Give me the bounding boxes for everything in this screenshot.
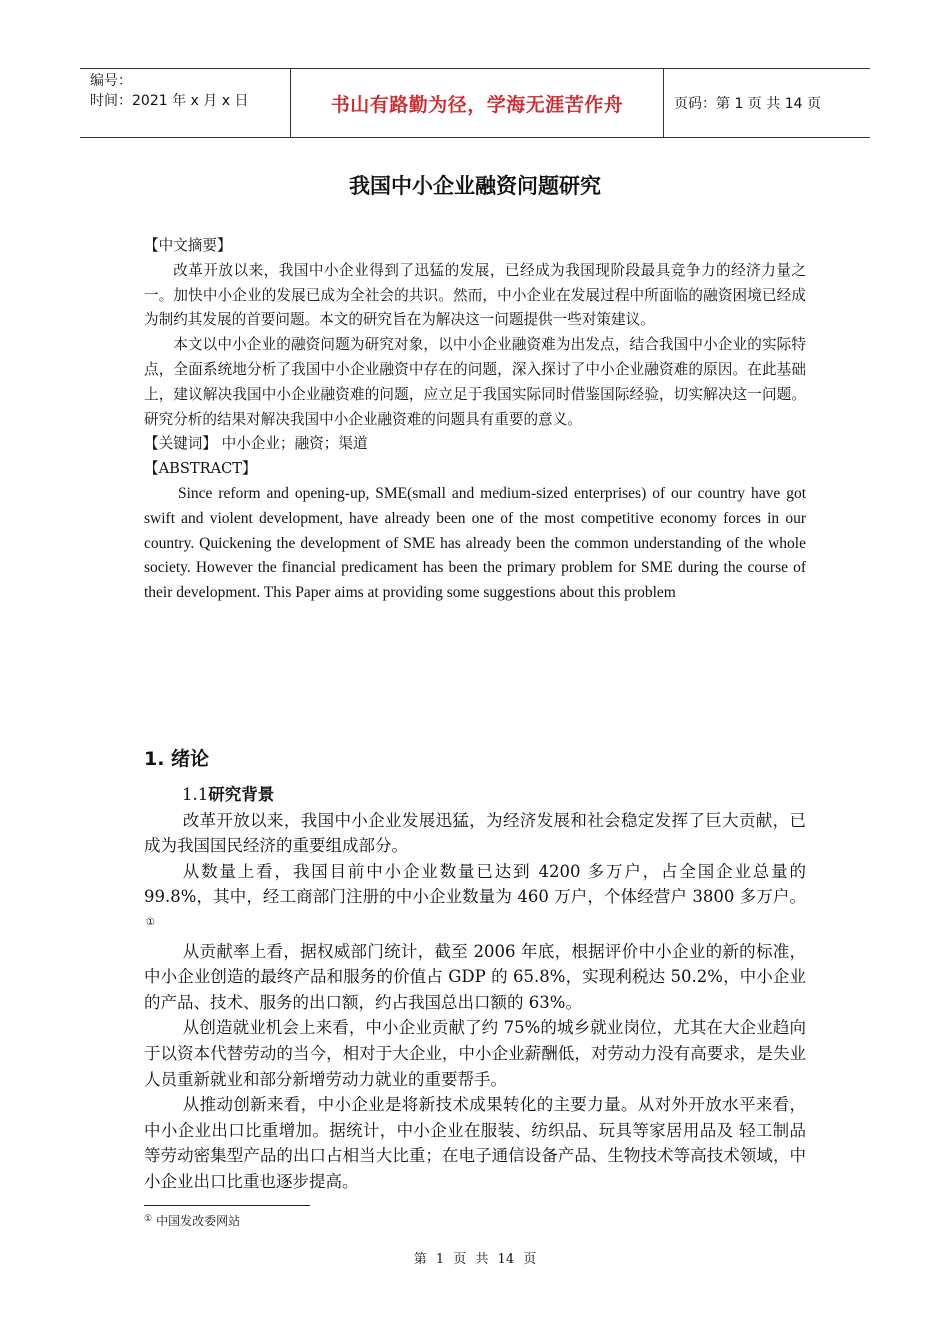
header-page-cell <box>664 69 821 137</box>
page-footer-number: 第 1 页 共 14 页 <box>413 1252 537 1267</box>
section-1-heading: 1. 绪论 <box>144 748 210 770</box>
page-header <box>80 68 870 138</box>
header-page-number: 页码：第 1 页 共 14 页 <box>674 96 821 112</box>
cn-abstract-paragraph-2: 本文以中小企业的融资问题为研究对象，以中小企业融资难为出发点，结合我国中小企业的实际特点，全面系统地分析了我国中小企业融资中存在的问题，深入探讨了中小企业融资难的原因。在此基础上，建议解决我国中小企业融资难的问题，应立足于我国实际同时借鉴国际经验，切实解决这一问题。研究分析的结果对解决我国中小企业融资难的问题具有重要的意义。 <box>144 336 806 428</box>
document-title: 我国中小企业融资问题研究 <box>349 174 601 198</box>
cn-abstract-paragraph-1: 改革开放以来，我国中小企业得到了迅猛的发展，已经成为我国现阶段最具竞争力的经济力量之一。加快中小企业的发展已成为全社会的共识。然而，中小企业在发展过程中所面临的融资困境已经成为制约其发展的首要问题。本文的研究旨在为解决这一问题提供一些对策建议。 <box>144 261 806 329</box>
body-paragraph-4: 从创造就业机会上来看，中小企业贡献了约 75%的城乡就业岗位，尤其在大企业趋向于以资本代替劳动的当今，相对于大企业，中小企业薪酬低，对劳动力没有高要求，是失业人员重新就业和部分新增劳动力就业的重要帮手。 <box>144 1018 806 1089</box>
footnote-divider <box>144 1205 310 1206</box>
cn-abstract-heading: 【中文摘要】 <box>144 237 232 254</box>
document-number-label: 编号： <box>90 73 132 89</box>
footnote-reference-mark[interactable]: ① <box>146 916 155 928</box>
body-paragraph-2-text: 从数量上看，我国目前中小企业数量已达到 4200 多万户，占全国企业总量的 99.8%，其中，经工商部门注册的中小企业数量为 460 万户，个体经营户 3800 多万户。 <box>144 861 806 907</box>
header-motto: 书山有路勤为径，学海无涯苦作舟 <box>330 93 624 116</box>
subsection-1-1-heading <box>144 782 806 808</box>
body-paragraph-3: 从贡献率上看，据权威部门统计，截至 2006 年底，根据评价中小企业的新的标准，中小企业创造的最终产品和服务的价值占 GDP 的 65.8%，实现利税达 50.2%，中小企业的产品、技术、服务的出口额，约占我国总出口额的 63%。 <box>144 941 806 1012</box>
footnote <box>144 1212 240 1229</box>
header-motto-cell <box>290 69 664 137</box>
section-1-body <box>144 782 806 1195</box>
body-paragraph-5: 从推动创新来看，中小企业是将新技术成果转化的主要力量。从对外开放水平来看，中小企业出口比重增加。据统计，中小企业在服装、纺织品、玩具等家居用品及 轻工制品等劳动密集型产品的出口占相当大比重；在电子通信设备产品、生物技术等高技术领域，中小企业出口比重也逐步提高。 <box>144 1095 806 1191</box>
abstract-section <box>144 234 806 606</box>
en-abstract-heading: 【ABSTRACT】 <box>144 460 257 478</box>
header-meta <box>80 69 290 137</box>
body-paragraph-2 <box>144 859 806 939</box>
document-date-label: 时间：2021 年 x 月 x 日 <box>90 93 249 109</box>
footnote-text: 中国发改委网站 <box>156 1214 241 1228</box>
footnote-mark: ① <box>144 1214 153 1224</box>
subsection-number: 1.1 <box>182 785 209 804</box>
subsection-title: 研究背景 <box>208 785 275 804</box>
en-abstract-paragraph: Since reform and opening-up, SME(small and medium-sized enterprises) of our country have got swift and violent development, have already been one of the most competitive economy forces in our country. Quickening the development of SME has already been the common understanding of the whole society. However the financial predicament has been the primary problem for SME during the course of their development. This Paper aims at providing some suggestions about this problem <box>144 484 806 602</box>
body-paragraph-1: 改革开放以来，我国中小企业发展迅猛，为经济发展和社会稳定发挥了巨大贡献，已成为我国国民经济的重要组成部分。 <box>144 810 806 856</box>
keywords-line: 【关键词】 中小企业；融资；渠道 <box>144 435 368 453</box>
